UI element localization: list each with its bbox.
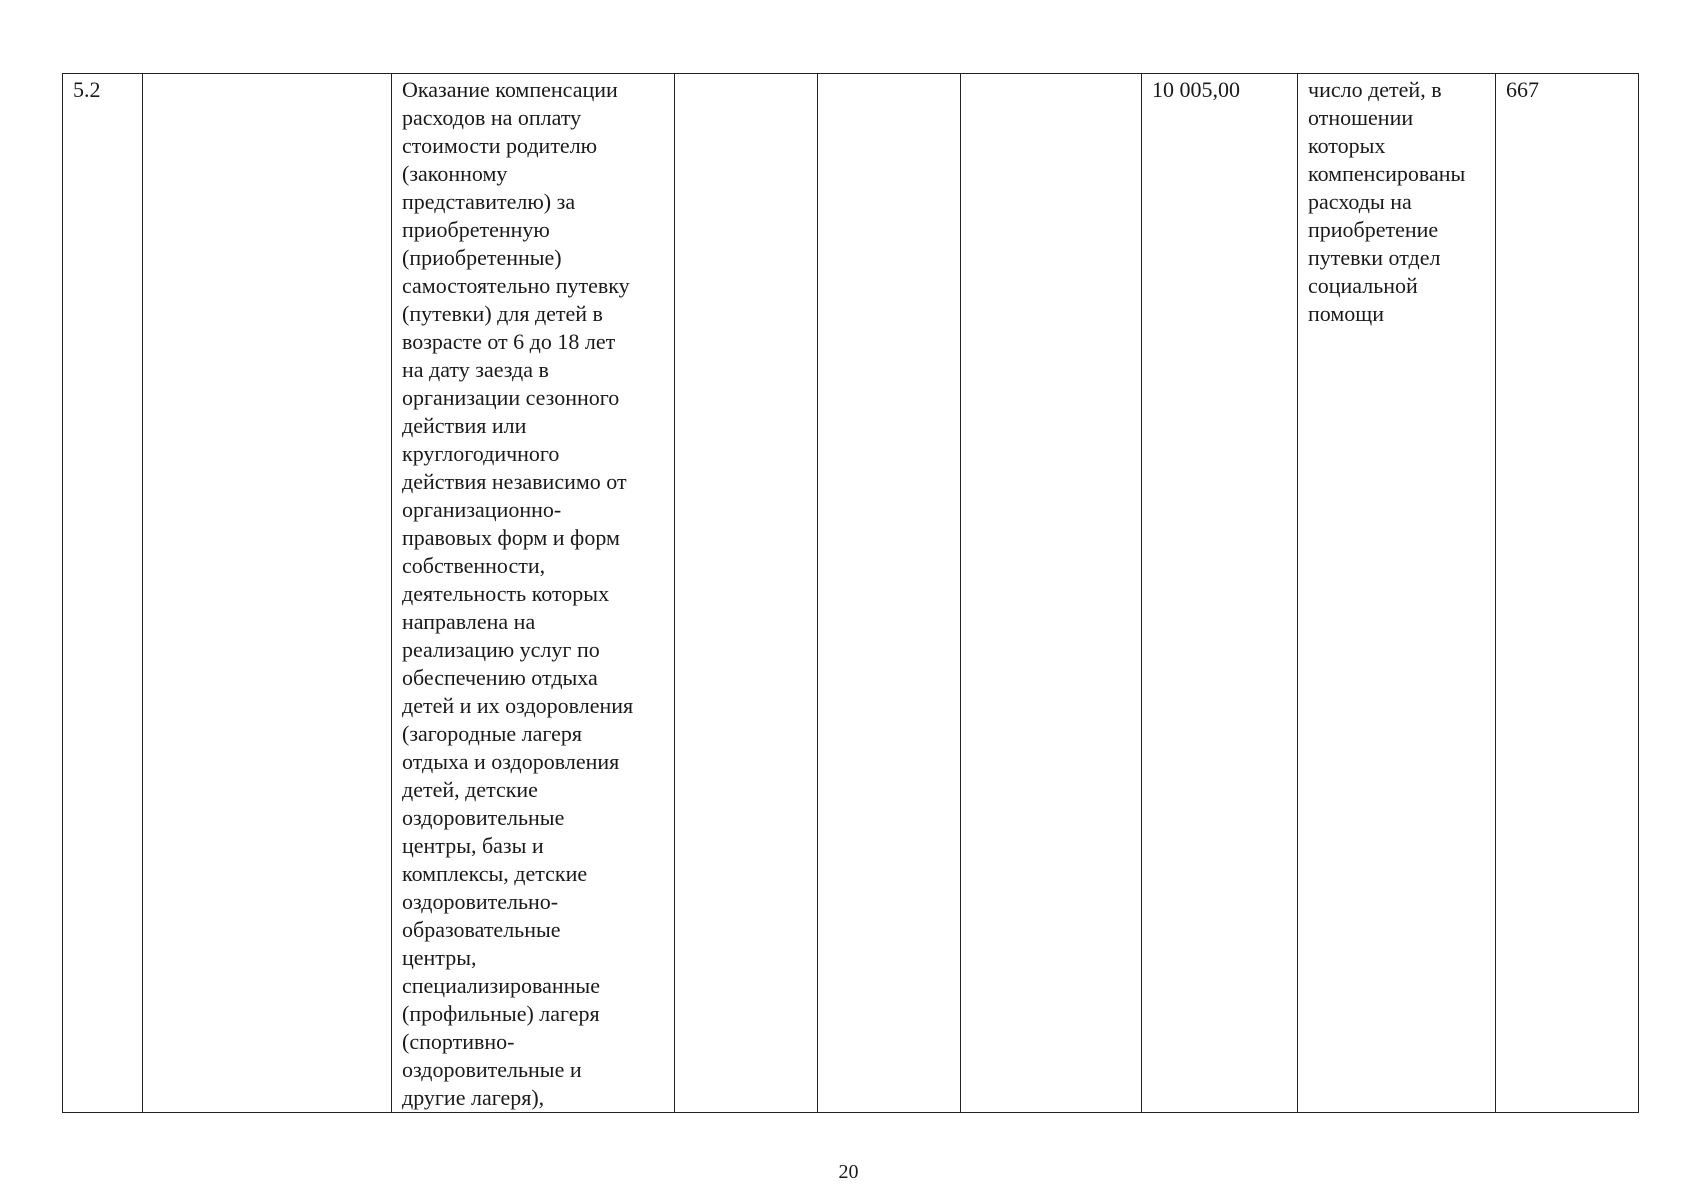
cell-value xyxy=(1496,74,1639,1113)
data-table xyxy=(62,73,1639,1113)
description-text: Оказание компенсации расходов на оплату стоимости родителю (законному представителю) за приобретенную (приобретенные) самостоятельно путевку (путевки) для детей в возрасте от 6 до 18 лет на дату заезда в организации сезонного действия или круглогодичного действия независимо от организационно- правовых форм и форм собственности, деятельность которых направлена на реализацию услуг по обеспечению отдыха детей и их оздоровления (загородные лагеря отдыха и оздоровления детей, детские оздоровительные центры, базы и комплексы, детские оздоровительно- образовательные центры, специализированные (профильные) лагеря (спортивно- оздоровительные и другие лагеря), xyxy=(402,77,634,1110)
value-text: 667 xyxy=(1506,77,1539,102)
indicator-text: число детей, в отношении которых компенсированы расходы на приобретение путевки отдел социальной помощи xyxy=(1308,77,1466,326)
page-number: 20 xyxy=(838,1161,859,1183)
row-number-text: 5.2 xyxy=(73,77,101,102)
cell-col5 xyxy=(818,74,961,1113)
cell-col2 xyxy=(143,74,392,1113)
cell-row-number xyxy=(63,74,143,1113)
table-row xyxy=(63,74,1639,1113)
cell-amount xyxy=(1142,74,1298,1113)
amount-text: 10 005,00 xyxy=(1152,77,1240,102)
cell-col6 xyxy=(961,74,1142,1113)
cell-indicator xyxy=(1298,74,1496,1113)
cell-col4 xyxy=(675,74,818,1113)
cell-description xyxy=(392,74,675,1113)
